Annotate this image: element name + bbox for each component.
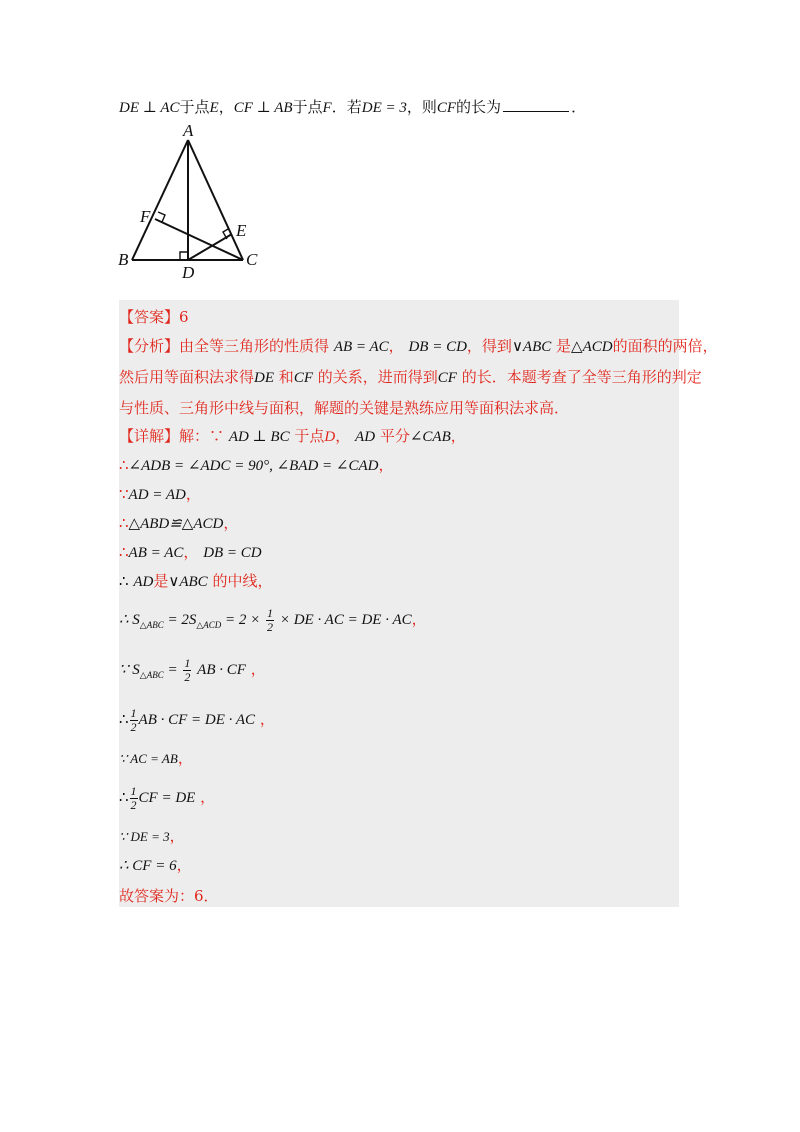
detail-line-11 xyxy=(119,780,215,815)
denominator: 2 xyxy=(130,719,137,734)
fraction xyxy=(183,657,191,684)
point-e: E xyxy=(209,100,219,116)
therefore: ∴ xyxy=(119,543,129,561)
expr-cf: CF xyxy=(436,100,457,116)
math: AB = AC xyxy=(128,545,184,561)
expr-de-perp-ac: DE ⊥ AC xyxy=(119,100,180,116)
math: △ABD≌△ACD xyxy=(128,516,224,532)
text: 的中线， xyxy=(212,572,273,590)
text: 解：∵ xyxy=(179,427,225,445)
text: 的面积的两倍， xyxy=(612,337,718,355)
detail-line-12 xyxy=(119,826,185,847)
label-c: C xyxy=(246,250,258,269)
math: ∠ADB = ∠ADC = 90°, ∠BAD = ∠CAD xyxy=(128,458,379,474)
segment-ab xyxy=(132,140,188,260)
text: ， xyxy=(411,610,427,628)
text: ， xyxy=(378,456,394,474)
analysis-tag: 【分析】 xyxy=(119,337,180,355)
numerator: 1 xyxy=(184,655,191,670)
detail-line-1 xyxy=(119,426,466,447)
text: ， xyxy=(200,788,216,806)
detail-tag: 【详解】 xyxy=(119,427,180,445)
text: ．若 xyxy=(331,98,362,116)
text: 由全等三角形的性质得 xyxy=(179,337,330,355)
math: CF = DE xyxy=(138,790,196,806)
math: △ACD xyxy=(571,339,613,355)
therefore: ∴ xyxy=(119,456,129,474)
fraction xyxy=(130,707,138,734)
math: ∨ABC xyxy=(511,339,552,355)
text: ， xyxy=(185,485,201,503)
detail-line-9 xyxy=(119,702,275,737)
detail-line-14 xyxy=(119,886,219,906)
math: DE xyxy=(254,370,275,386)
therefore: ∴ xyxy=(119,788,129,806)
text: 的长．本题考查了全等三角形的判定 xyxy=(461,368,702,386)
math-sub: △ACD xyxy=(196,620,222,630)
therefore: ∴ xyxy=(119,514,129,532)
text: ， xyxy=(169,827,185,845)
text: ， xyxy=(450,427,466,445)
text: ，则 xyxy=(406,98,437,116)
denominator: 2 xyxy=(267,619,274,634)
denominator: 2 xyxy=(130,797,137,812)
detail-line-3 xyxy=(119,484,201,505)
math: D xyxy=(324,429,336,445)
detail-line-13 xyxy=(119,855,192,876)
math: ∴ S xyxy=(119,612,140,628)
answer-tag: 【答案】 xyxy=(119,308,180,326)
answer-blank xyxy=(503,97,569,112)
label-d: D xyxy=(182,263,195,282)
math: = 2S xyxy=(163,612,197,628)
numerator: 1 xyxy=(130,783,137,798)
label-b: B xyxy=(118,250,129,269)
math: CF xyxy=(437,370,457,386)
text: ， xyxy=(388,337,404,355)
math: AD = AD xyxy=(128,487,186,503)
text: ， xyxy=(177,749,193,767)
text: ， xyxy=(223,514,239,532)
analysis-line-1 xyxy=(119,336,718,357)
question-line xyxy=(119,97,586,118)
analysis-line-2 xyxy=(119,367,702,388)
final-answer-text: 故答案为：6． xyxy=(119,887,219,905)
math: = xyxy=(163,662,178,678)
math: AD xyxy=(355,429,376,445)
label-f: F xyxy=(140,207,151,226)
text: 是 xyxy=(556,337,572,355)
text: 与性质、三角形中线与面积，解题的关键是熟练应用等面积法求高． xyxy=(119,399,570,417)
numerator: 1 xyxy=(130,705,137,720)
detail-line-7 xyxy=(119,602,427,642)
detail-line-5 xyxy=(119,542,262,563)
label-e: E xyxy=(236,221,247,240)
math: AB · CF xyxy=(197,662,246,678)
numerator: 1 xyxy=(267,605,274,620)
text: ， xyxy=(335,427,351,445)
math: AB · CF = DE · AC xyxy=(138,712,256,728)
math: ∨ABC xyxy=(168,574,208,590)
expr-de-eq-3: DE = 3 xyxy=(361,100,407,116)
analysis-line-3 xyxy=(119,398,569,418)
answer-line xyxy=(119,307,189,327)
text: ， xyxy=(250,660,266,678)
math: ∵ S xyxy=(119,662,140,678)
detail-line-10 xyxy=(119,748,193,769)
math: = 2 × xyxy=(221,612,261,628)
expr-cf-perp-ab: CF ⊥ AB xyxy=(233,100,293,116)
text: ， xyxy=(218,98,234,116)
text: 平分 xyxy=(379,427,410,445)
math: DB = CD xyxy=(203,545,262,561)
text: 和 xyxy=(278,368,294,386)
text: ，得到 xyxy=(466,337,512,355)
text: 的长为 xyxy=(456,98,502,116)
math: ∴ CF = 6 xyxy=(119,858,177,874)
label-a: A xyxy=(183,122,194,140)
detail-line-4 xyxy=(119,513,238,534)
math: CF xyxy=(293,370,313,386)
point-f: F xyxy=(322,100,332,116)
denominator: 2 xyxy=(184,669,191,684)
therefore: ∴ xyxy=(119,710,129,728)
fraction xyxy=(130,785,138,812)
therefore: ∴ xyxy=(119,572,129,590)
text: ， xyxy=(176,856,192,874)
fraction xyxy=(266,607,274,634)
text: 然后用等面积法求得 xyxy=(119,368,255,386)
math: × DE · AC = DE · AC xyxy=(279,612,412,628)
figure-lines xyxy=(132,140,243,260)
detail-line-6 xyxy=(119,571,272,592)
text: ． xyxy=(571,98,587,116)
text: 于点 xyxy=(292,98,323,116)
answer-value: 6 xyxy=(179,308,189,326)
math: ∠CAB xyxy=(409,429,451,445)
segment-ac xyxy=(188,140,243,260)
text: 的关系，进而得到 xyxy=(317,368,438,386)
math: AD xyxy=(133,574,154,590)
text: 于点 xyxy=(179,98,210,116)
math: AD ⊥ BC xyxy=(228,429,290,445)
detail-line-8 xyxy=(119,652,266,692)
right-angle-d xyxy=(180,252,188,260)
math: DB = CD xyxy=(408,339,467,355)
math: ∵ AC = AB xyxy=(119,751,178,766)
math: AB = AC xyxy=(333,339,389,355)
text: 是 xyxy=(153,572,169,590)
detail-line-2 xyxy=(119,455,394,476)
text: ， xyxy=(259,710,275,728)
text: 于点 xyxy=(294,427,325,445)
text: ， xyxy=(183,543,199,561)
because: ∵ xyxy=(119,485,129,503)
triangle-figure xyxy=(110,122,270,282)
math: ∵ DE = 3 xyxy=(119,829,170,844)
math-sub: △ABC xyxy=(139,620,164,630)
math-sub: △ABC xyxy=(139,670,164,680)
